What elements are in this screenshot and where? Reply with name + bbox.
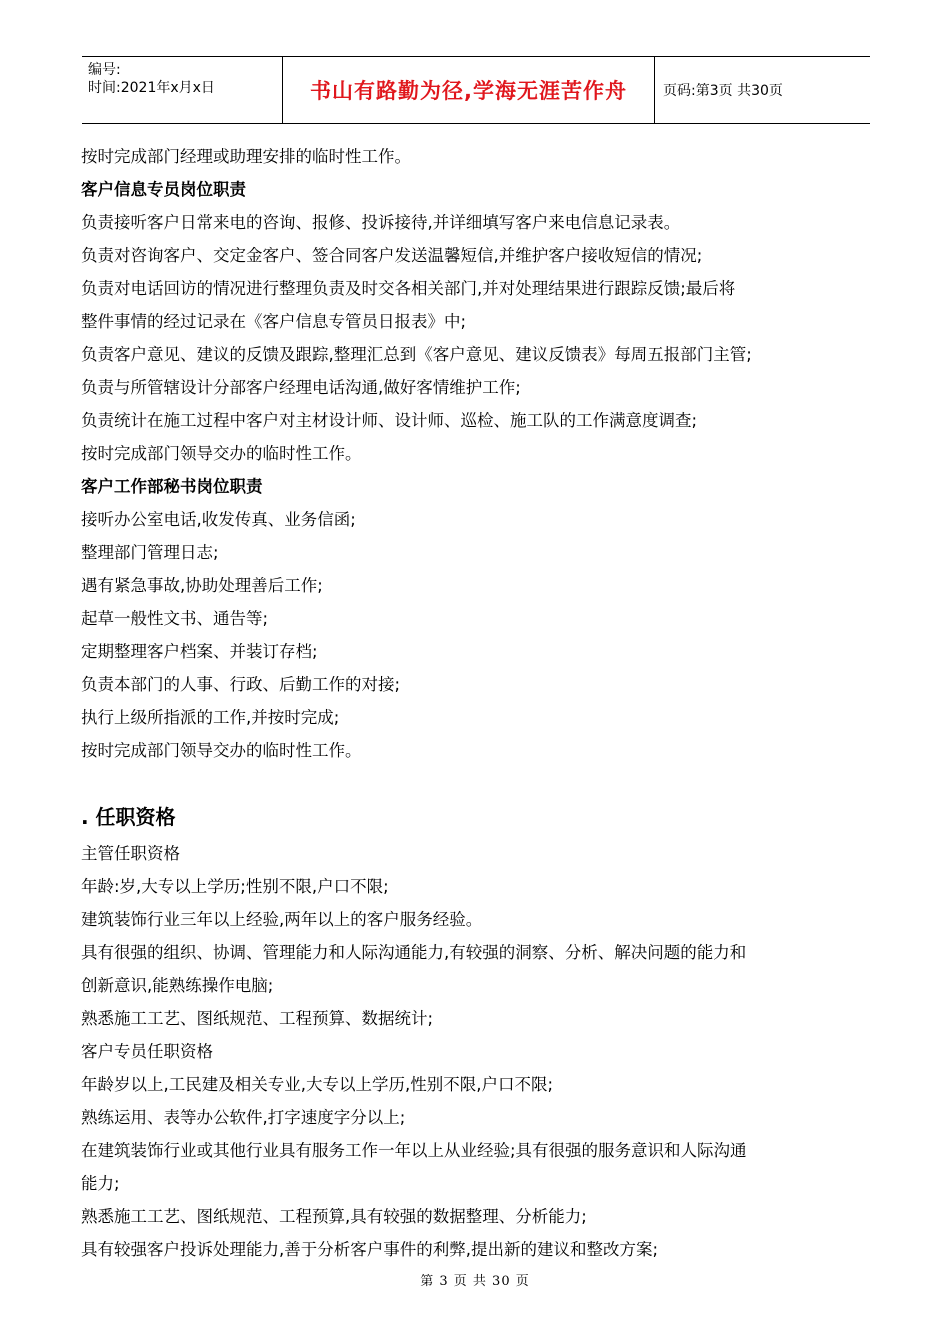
body-line: 按时完成部门领导交办的临时性工作。 — [81, 741, 362, 760]
body-line: 具有很强的组织、协调、管理能力和人际沟通能力,有较强的洞察、分析、解决问题的能力和 — [81, 943, 747, 962]
body-line: 接听办公室电话,收发传真、业务信函; — [81, 510, 356, 529]
qualifications-title: . 任职资格 — [81, 805, 176, 829]
body-line: 创新意识,能熟练操作电脑; — [81, 976, 274, 995]
header-motto: 书山有路勤为径,学海无涯苦作舟 — [310, 79, 627, 103]
body-line: 按时完成部门领导交办的临时性工作。 — [81, 444, 362, 463]
body-line: 定期整理客户档案、并装订存档; — [81, 642, 318, 661]
page-footer: 第 3 页 共 30 页 — [420, 1274, 530, 1289]
body-line: 负责客户意见、建议的反馈及跟踪,整理汇总到《客户意见、建议反馈表》每周五报部门主管; — [81, 345, 752, 364]
qualification-subheading: 客户专员任职资格 — [81, 1042, 213, 1061]
body-line: 年龄岁以上,工民建及相关专业,大专以上学历,性别不限,户口不限; — [81, 1075, 554, 1094]
body-line: 负责与所管辖设计分部客户经理电话沟通,做好客情维护工作; — [81, 378, 521, 397]
body-line: 熟练运用、表等办公软件,打字速度字分以上; — [81, 1108, 406, 1127]
body-line: 起草一般性文书、通告等; — [81, 609, 269, 628]
document-number-label: 编号: — [88, 62, 121, 78]
body-line: 负责本部门的人事、行政、后勤工作的对接; — [81, 675, 401, 694]
body-line: 能力; — [81, 1174, 120, 1193]
header-meta — [82, 57, 282, 123]
body-line: 年龄:岁,大专以上学历;性别不限,户口不限; — [81, 877, 389, 896]
body-line: 负责统计在施工过程中客户对主材设计师、设计师、巡检、施工队的工作满意度调查; — [81, 411, 698, 430]
document-time: 时间:2021年x月x日 — [88, 80, 215, 96]
section-heading: 客户工作部秘书岗位职责 — [81, 477, 263, 496]
body-line: 整件事情的经过记录在《客户信息专管员日报表》中; — [81, 312, 467, 331]
body-line: 熟悉施工工艺、图纸规范、工程预算,具有较强的数据整理、分析能力; — [81, 1207, 587, 1226]
header-page-info: 页码:第3页 共30页 — [663, 83, 783, 99]
body-line: 遇有紧急事故,协助处理善后工作; — [81, 576, 323, 595]
document-body — [81, 140, 871, 1266]
body-line: 负责对电话回访的情况进行整理负责及时交各相关部门,并对处理结果进行跟踪反馈;最后将 — [81, 279, 736, 298]
header-motto-cell — [282, 57, 655, 123]
body-line: 在建筑装饰行业或其他行业具有服务工作一年以上从业经验;具有很强的服务意识和人际沟通 — [81, 1141, 747, 1160]
body-line: 熟悉施工工艺、图纸规范、工程预算、数据统计; — [81, 1009, 434, 1028]
body-line: 建筑装饰行业三年以上经验,两年以上的客户服务经验。 — [81, 910, 483, 929]
qualification-subheading: 主管任职资格 — [81, 844, 180, 863]
body-line: 负责接听客户日常来电的咨询、报修、投诉接待,并详细填写客户来电信息记录表。 — [81, 213, 681, 232]
page-header — [82, 56, 870, 124]
body-line: 具有较强客户投诉处理能力,善于分析客户事件的利弊,提出新的建议和整改方案; — [81, 1240, 659, 1259]
body-line: 按时完成部门经理或助理安排的临时性工作。 — [81, 147, 411, 166]
body-line: 执行上级所指派的工作,并按时完成; — [81, 708, 340, 727]
section-heading: 客户信息专员岗位职责 — [81, 180, 246, 199]
body-line: 负责对咨询客户、交定金客户、签合同客户发送温馨短信,并维护客户接收短信的情况; — [81, 246, 703, 265]
header-page-info-cell — [655, 57, 870, 123]
body-line: 整理部门管理日志; — [81, 543, 219, 562]
